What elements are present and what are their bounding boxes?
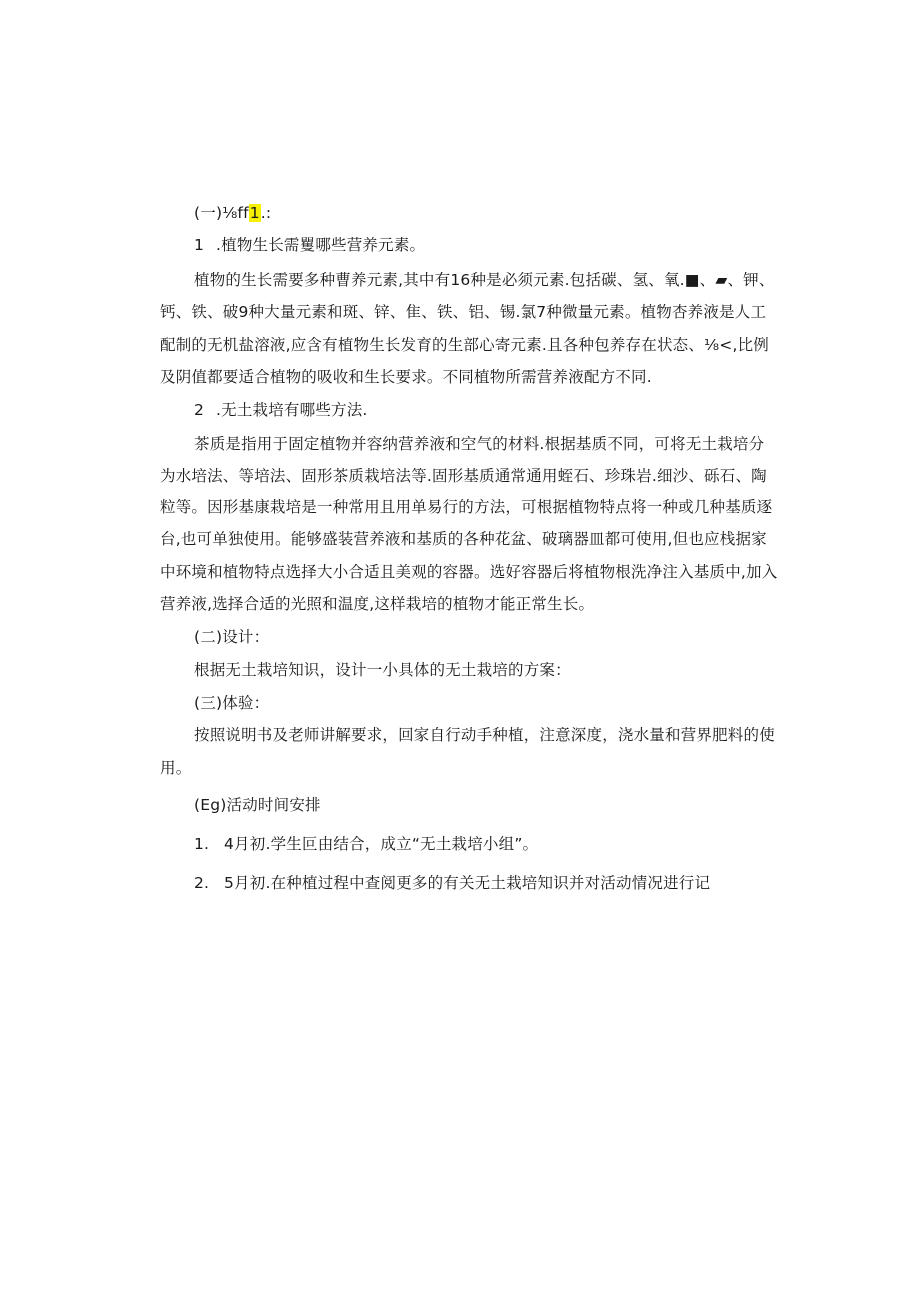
section-heading-4: (Eg)活动时间安排 [194, 796, 321, 814]
paragraph-2-line-3: 粒等。因形基康栽培是一种常用且用单易行的方法，可根据植物特点将一种或几种基质逐 [160, 498, 773, 516]
experience-line-1: 按照说明书及老师讲解要求，回家自行动手种植，注意深度，浇水量和营界肥料的使 [194, 726, 775, 744]
schedule-text: 4月初.学生叵由结合，成立“无土栽培小组”。 [224, 835, 539, 853]
schedule-item-2 [194, 873, 710, 893]
list-number: 1. [194, 835, 210, 853]
section-heading-2: (二)设计： [194, 628, 270, 646]
paragraph-2-line-1: 茶质是指用于固定植物并容纳营养液和空气的材料.根据基质不同，可将无土栽培分 [194, 435, 765, 453]
heading-text: (一)⅛ff [194, 204, 249, 222]
schedule-item-1 [194, 834, 538, 854]
paragraph-1-line-1: 植物的生长需要多种曹养元素,其中有16种是必须元素.包括碳、氢、氧.■、▰、钾、 [194, 271, 775, 289]
section-heading-3: (三)体验： [194, 694, 270, 712]
paragraph-2-line-5: 中环境和植物特点选择大小合适且美观的容器。选好容器后将植物根洗净注入基质中,加入 [160, 563, 778, 581]
section-heading-1 [194, 203, 271, 223]
paragraph-1-line-3: 配制的无机盐溶液,应含有植物生长发育的生部心寄元素.且各种包养存在状态、⅛<,比例 [160, 336, 769, 354]
subheading-text: .无土栽培有哪些方法. [216, 401, 368, 419]
paragraph-2-line-4: 台,也可单独使用。能够盛装营养液和基质的各种花盆、破璃器皿都可使用,但也应栈据家 [160, 530, 767, 548]
list-number: 1 [194, 236, 205, 254]
paragraph-1-line-2: 钙、铁、破9种大量元素和斑、锌、隹、铁、铝、锡.氯7种微量元素。植物杏养液是人工 [160, 303, 767, 321]
highlighted-text: 1 [249, 204, 260, 222]
subheading-1 [194, 235, 425, 255]
schedule-text: 5月初.在种植过程中查阅更多的有关无土栽培知识并对活动情况进行记 [224, 874, 711, 892]
list-number: 2. [194, 874, 210, 892]
experience-line-2: 用。 [160, 759, 192, 777]
subheading-2 [194, 400, 368, 420]
design-text: 根据无土栽培知识，设计一小具体的无土栽培的方案： [194, 661, 571, 679]
heading-suffix: .: [260, 204, 272, 222]
paragraph-1-line-4: 及阴值都要适合植物的吸收和生长要求。不同植物所需营养液配方不同. [160, 368, 652, 386]
subheading-text: .植物生长需矍哪些营养元素。 [216, 236, 426, 254]
list-number: 2 [194, 401, 205, 419]
paragraph-2-line-6: 营养液,选择合适的光照和温度,这样栽培的植物才能正常生长。 [160, 595, 595, 613]
paragraph-2-line-2: 为水培法、等培法、固形茶质栽培法等.固形基质通常通用蛭石、珍珠岩.细沙、砾石、陶 [160, 467, 767, 485]
